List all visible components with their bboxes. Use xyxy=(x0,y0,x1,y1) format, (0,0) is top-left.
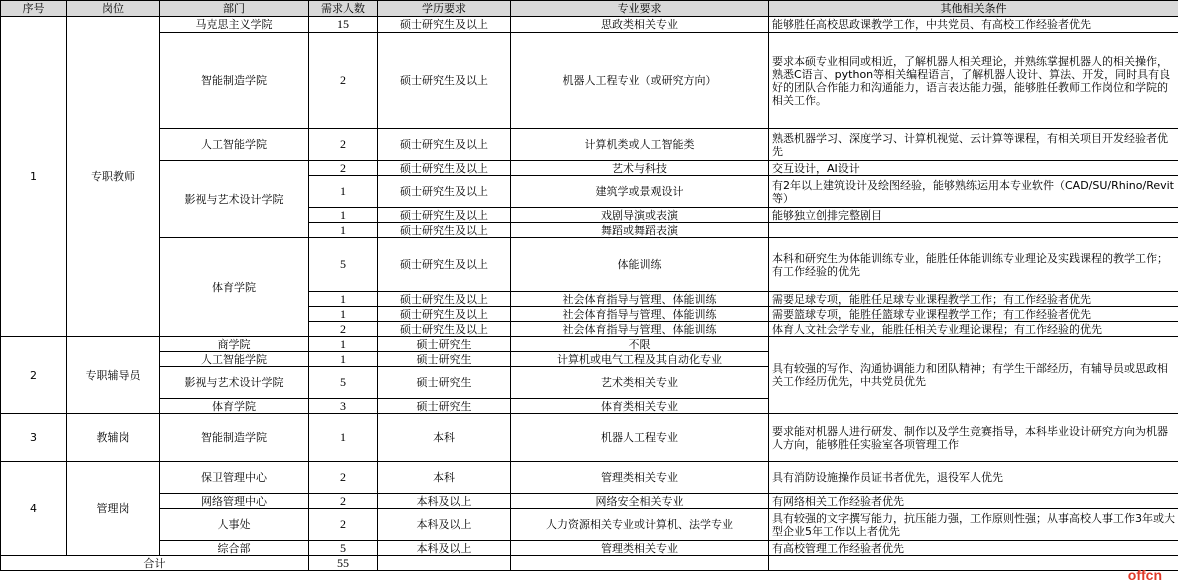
post-cell: 专职教师 xyxy=(67,17,160,337)
edu-cell: 硕士研究生及以上 xyxy=(378,176,511,208)
header-cond: 其他相关条件 xyxy=(769,1,1178,17)
cond-cell: 要求本硕专业相同或相近，了解机器人相关理论，并熟练掌握机器人的相关操作，熟悉C语言、python等相关编程语言，了解机器人设计、算法、开发，同时具有良好的团队合作能力和沟通能力，语言表达能力强，能够胜任教师工作岗位和学院的相关工作。 xyxy=(769,33,1178,129)
cond-cell: 具有消防设施操作员证书者优先，退役军人优先 xyxy=(769,462,1178,494)
edu-cell: 硕士研究生及以上 xyxy=(378,129,511,161)
edu-cell: 本科及以上 xyxy=(378,509,511,541)
major-cell: 戏剧导演或表演 xyxy=(511,208,769,223)
edu-cell: 硕士研究生 xyxy=(378,337,511,352)
dept-cell: 人工智能学院 xyxy=(160,129,309,161)
num-cell: 2 xyxy=(309,494,378,509)
watermark-text: offcn xyxy=(1127,567,1162,583)
total-num: 55 xyxy=(309,556,378,571)
num-cell: 2 xyxy=(309,462,378,494)
num-cell: 2 xyxy=(309,161,378,176)
dept-cell: 保卫管理中心 xyxy=(160,462,309,494)
table-row xyxy=(1,414,1178,462)
dept-cell: 综合部 xyxy=(160,541,309,556)
dept-cell: 影视与艺术设计学院 xyxy=(160,367,309,399)
major-cell: 机器人工程专业 xyxy=(511,414,769,462)
dept-cell: 智能制造学院 xyxy=(160,33,309,129)
major-cell: 艺术与科技 xyxy=(511,161,769,176)
header-num: 需求人数 xyxy=(309,1,378,17)
major-cell: 体育类相关专业 xyxy=(511,399,769,414)
edu-cell: 本科及以上 xyxy=(378,494,511,509)
edu-cell: 硕士研究生 xyxy=(378,352,511,367)
cond-cell: 熟悉机器学习、深度学习、计算机视觉、云计算等课程，有相关项目开发经验者优先 xyxy=(769,129,1178,161)
cond-cell: 有高校管理工作经验者优先 xyxy=(769,541,1178,556)
seq-cell: 3 xyxy=(1,414,67,462)
dept-cell: 体育学院 xyxy=(160,399,309,414)
num-cell: 1 xyxy=(309,223,378,238)
header-dept: 部门 xyxy=(160,1,309,17)
major-cell: 社会体育指导与管理、体能训练 xyxy=(511,322,769,337)
cond-cell: 有2年以上建筑设计及绘图经验，能够熟练运用本专业软件（CAD/SU/Rhino/Revit等） xyxy=(769,176,1178,208)
cond-cell: 要求能对机器人进行研发、制作以及学生竞赛指导，本科毕业设计研究方向为机器人方向，能够胜任实验室各项管理工作 xyxy=(769,414,1178,462)
num-cell: 2 xyxy=(309,509,378,541)
empty-cell xyxy=(378,556,511,571)
major-cell: 体能训练 xyxy=(511,238,769,292)
watermark-logo xyxy=(1128,567,1162,583)
table-row xyxy=(1,33,1178,129)
post-cell: 专职辅导员 xyxy=(67,337,160,414)
major-cell: 管理类相关专业 xyxy=(511,462,769,494)
major-cell: 思政类相关专业 xyxy=(511,17,769,33)
num-cell: 5 xyxy=(309,367,378,399)
num-cell: 1 xyxy=(309,337,378,352)
header-row xyxy=(1,1,1178,17)
major-cell: 艺术类相关专业 xyxy=(511,367,769,399)
major-cell: 社会体育指导与管理、体能训练 xyxy=(511,292,769,307)
cond-cell xyxy=(769,223,1178,238)
header-edu: 学历要求 xyxy=(378,1,511,17)
dept-cell: 智能制造学院 xyxy=(160,414,309,462)
num-cell: 1 xyxy=(309,292,378,307)
num-cell: 2 xyxy=(309,33,378,129)
dept-cell: 体育学院 xyxy=(160,238,309,337)
num-cell: 1 xyxy=(309,352,378,367)
cond-cell: 交互设计，AI设计 xyxy=(769,161,1178,176)
seq-cell: 1 xyxy=(1,17,67,337)
major-cell: 管理类相关专业 xyxy=(511,541,769,556)
header-major: 专业要求 xyxy=(511,1,769,17)
empty-cell xyxy=(769,556,1178,571)
post-cell: 管理岗 xyxy=(67,462,160,556)
edu-cell: 本科 xyxy=(378,462,511,494)
dept-cell: 人事处 xyxy=(160,509,309,541)
table-row xyxy=(1,462,1178,494)
num-cell: 1 xyxy=(309,414,378,462)
major-cell: 计算机或电气工程及其自动化专业 xyxy=(511,352,769,367)
post-cell: 教辅岗 xyxy=(67,414,160,462)
major-cell: 机器人工程专业（或研究方向） xyxy=(511,33,769,129)
edu-cell: 本科 xyxy=(378,414,511,462)
num-cell: 2 xyxy=(309,129,378,161)
cond-cell: 本科和研究生为体能训练专业，能胜任体能训练专业理论及实践课程的教学工作；有工作经验的优先 xyxy=(769,238,1178,292)
major-cell: 社会体育指导与管理、体能训练 xyxy=(511,307,769,322)
edu-cell: 硕士研究生 xyxy=(378,367,511,399)
table-row xyxy=(1,541,1178,556)
edu-cell: 硕士研究生及以上 xyxy=(378,322,511,337)
empty-cell xyxy=(511,556,769,571)
edu-cell: 硕士研究生及以上 xyxy=(378,208,511,223)
table-row xyxy=(1,509,1178,541)
num-cell: 3 xyxy=(309,399,378,414)
edu-cell: 本科及以上 xyxy=(378,541,511,556)
table-row xyxy=(1,161,1178,176)
table-row xyxy=(1,337,1178,352)
major-cell: 不限 xyxy=(511,337,769,352)
cond-cell: 能够独立创排完整剧目 xyxy=(769,208,1178,223)
num-cell: 15 xyxy=(309,17,378,33)
header-post: 岗位 xyxy=(67,1,160,17)
major-cell: 网络安全相关专业 xyxy=(511,494,769,509)
table-row xyxy=(1,494,1178,509)
table-row xyxy=(1,17,1178,33)
edu-cell: 硕士研究生及以上 xyxy=(378,238,511,292)
cond-cell: 具有较强的文字撰写能力，抗压能力强，工作原则性强；从事高校人事工作3年或大型企业5年工作以上者优先 xyxy=(769,509,1178,541)
num-cell: 1 xyxy=(309,208,378,223)
edu-cell: 硕士研究生及以上 xyxy=(378,292,511,307)
major-cell: 建筑学或景观设计 xyxy=(511,176,769,208)
dept-cell: 马克思主义学院 xyxy=(160,17,309,33)
edu-cell: 硕士研究生及以上 xyxy=(378,307,511,322)
edu-cell: 硕士研究生 xyxy=(378,399,511,414)
cond-cell: 能够胜任高校思政课教学工作，中共党员、有高校工作经验者优先 xyxy=(769,17,1178,33)
cond-cell: 需要足球专项，能胜任足球专业课程教学工作；有工作经验者优先 xyxy=(769,292,1178,307)
major-cell: 计算机类或人工智能类 xyxy=(511,129,769,161)
dept-cell: 商学院 xyxy=(160,337,309,352)
cond-cell: 体育人文社会学专业，能胜任相关专业理论课程；有工作经验的优先 xyxy=(769,322,1178,337)
seq-cell: 4 xyxy=(1,462,67,556)
header-seq: 序号 xyxy=(1,1,67,17)
num-cell: 5 xyxy=(309,238,378,292)
edu-cell: 硕士研究生及以上 xyxy=(378,33,511,129)
num-cell: 1 xyxy=(309,176,378,208)
edu-cell: 硕士研究生及以上 xyxy=(378,17,511,33)
edu-cell: 硕士研究生及以上 xyxy=(378,161,511,176)
table-row xyxy=(1,129,1178,161)
total-label: 合计 xyxy=(1,556,309,571)
total-row xyxy=(1,556,1178,571)
cond-cell: 具有较强的写作、沟通协调能力和团队精神；有学生干部经历，有辅导员或思政相关工作经历优先，中共党员优先 xyxy=(769,337,1178,414)
dept-cell: 人工智能学院 xyxy=(160,352,309,367)
dept-cell: 网络管理中心 xyxy=(160,494,309,509)
num-cell: 2 xyxy=(309,322,378,337)
cond-cell: 需要篮球专项，能胜任篮球专业课程教学工作；有工作经验者优先 xyxy=(769,307,1178,322)
cond-cell: 有网络相关工作经验者优先 xyxy=(769,494,1178,509)
seq-cell: 2 xyxy=(1,337,67,414)
dept-cell: 影视与艺术设计学院 xyxy=(160,161,309,238)
major-cell: 舞蹈或舞蹈表演 xyxy=(511,223,769,238)
num-cell: 5 xyxy=(309,541,378,556)
num-cell: 1 xyxy=(309,307,378,322)
major-cell: 人力资源相关专业或计算机、法学专业 xyxy=(511,509,769,541)
edu-cell: 硕士研究生及以上 xyxy=(378,223,511,238)
table-row xyxy=(1,238,1178,292)
